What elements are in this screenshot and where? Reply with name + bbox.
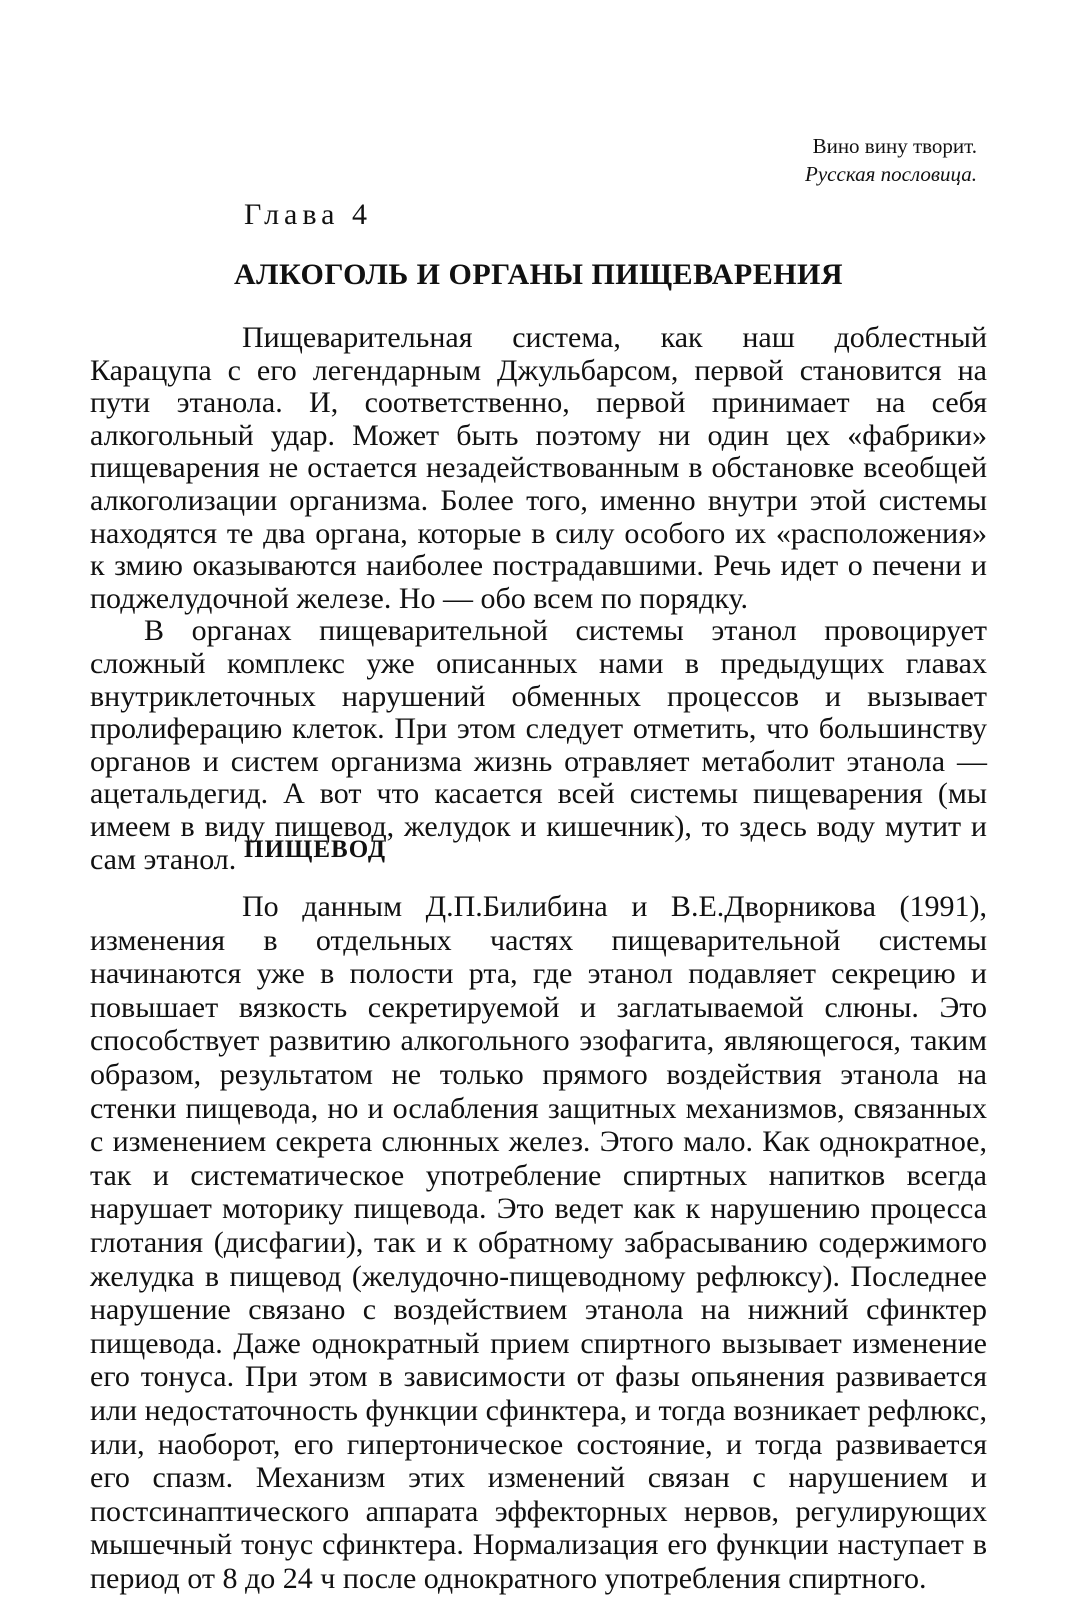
section-text [90,890,987,1595]
intro-paragraph-2: В органах пищеварительной системы этанол провоцирует сложный комплекс уже описанных нами в предыдущих главах внутриклеточных нарушений обменных процессов и вызывает пролиферацию клеток. При этом следует отметить, что большинству органов и систем организма жизнь отравляет метаболит этанола — ацетальдегид. А вот что касается всей системы пищеварения (мы имеем в виду пищевод, желудок и кишечник), то здесь воду мутит и сам этанол. [90,614,987,876]
intro-paragraph-1: Пищеварительная система, как наш доблестный Карацупа с его легендарным Джульбарсом, первой становится на пути этанола. И, соответственно, первой принимает на себя алкогольный удар. Может быть поэтому ни один цех «фабрики» пищеварения не остается незадействованным в обстановке всеобщей алкоголизации организма. Более того, именно внутри этой системы находятся те два органа, которые в силу особого их «расположения» к змию оказываются наиболее пострадавшими. Речь идет о печени и поджелудочной железе. Но — обо всем по порядку. [90,321,987,615]
epigraph [805,132,977,188]
epigraph-quote: Вино вину творит. [812,134,977,158]
intro-text [90,322,987,876]
section-heading: ПИЩЕВОД [244,836,387,863]
chapter-label: Глава 4 [244,198,372,231]
epigraph-source: Русская пословица. [805,162,977,186]
section-paragraph: По данным Д.П.Билибина и В.Е.Дворникова (1991), изменения в отдельных частях пищеварительной системы начинаются уже в полости рта, где этанол подавляет секрецию и повышает вязкость секретируемой и заглатываемой слюны. Это способствует развитию алкогольного эзофагита, являющегося, таким образом, результатом не только прямого воздействия этанола на стенки пищевода, но и ослабления защитных механизмов, связанных с изменением секрета слюнных желез. Этого мало. Как однократное, так и систематическое употребление спиртных напитков всегда нарушает моторику пищевода. Это ведет как к нарушению процесса глотания (дисфагии), так и к обратному забрасыванию содержимого желудка в пищевод (желудочно-пищеводному рефлюксу). Последнее нарушение связано с воздействием этанола на нижний сфинктер пищевода. Даже однократный прием спиртного вызывает изменение его тонуса. При этом в зависимости от фазы опьянения развивается или недостаточность функции сфинктера, и тогда возникает рефлюкс, или, наоборот, его гипертоническое состояние, и тогда развивается его спазм. Механизм этих изменений связан с нарушением и постсинаптического аппарата эффекторных нервов, регулирующих мышечный тонус сфинктера. Нормализация его функции наступает в период от 8 до 24 ч после однократного употребления спиртного. [90,890,987,1595]
chapter-title: АЛКОГОЛЬ И ОРГАНЫ ПИЩЕВАРЕНИЯ [233,258,844,291]
